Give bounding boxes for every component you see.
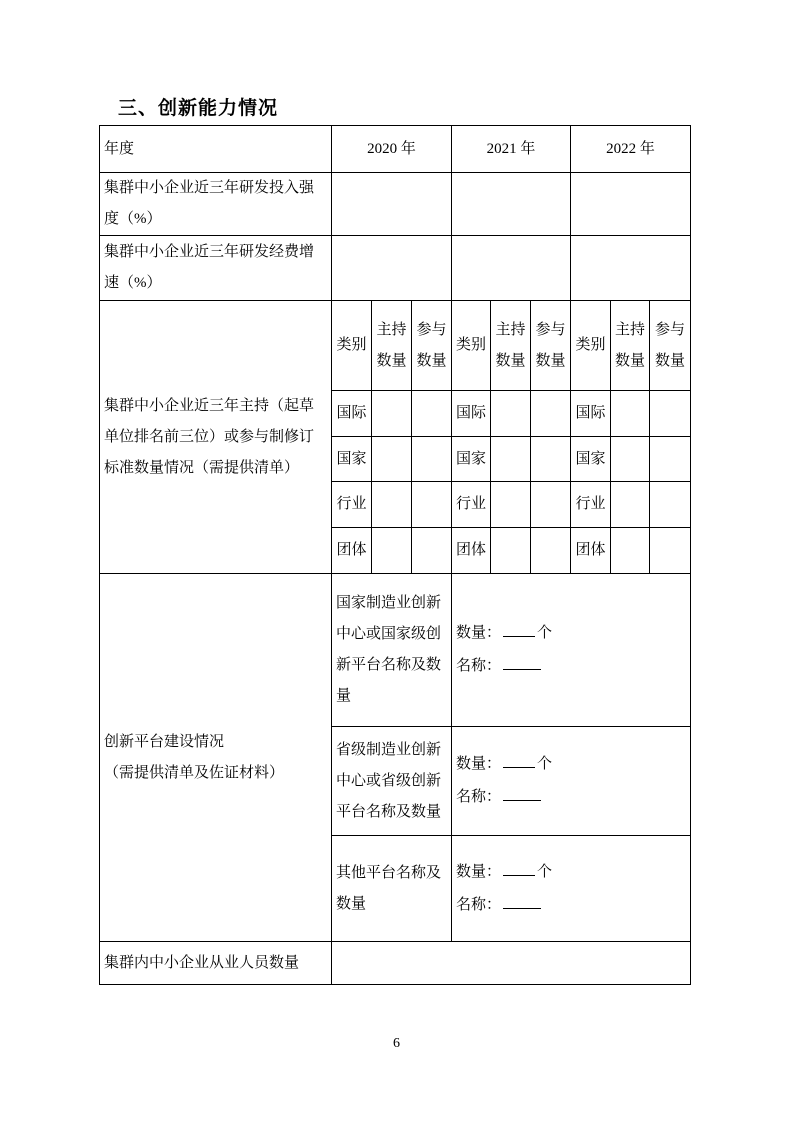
standards-subheader-category: 类别 [452, 301, 491, 391]
standards-count-cell[interactable] [611, 528, 650, 574]
standards-subheader-host: 主持数量 [491, 301, 531, 391]
rd-intensity-label: 集群中小企业近三年研发投入强度（%） [100, 173, 332, 236]
platform-label [100, 574, 332, 942]
quantity-unit: 个 [537, 863, 553, 880]
standards-category-national: 国家 [332, 437, 372, 482]
employees-label: 集群内中小企业从业人员数量 [100, 942, 332, 985]
employees-value-cell[interactable] [332, 942, 691, 985]
quantity-line [456, 856, 686, 889]
standards-count-cell[interactable] [412, 437, 452, 482]
name-label: 名称： [456, 658, 502, 674]
platform-name-national: 国家制造业创新中心或国家级创新平台名称及数量 [332, 574, 452, 727]
name-line [456, 889, 686, 922]
standards-category-industry: 行业 [452, 482, 491, 528]
section-title: 三、创新能力情况 [118, 98, 279, 119]
rd-intensity-2022-cell[interactable] [571, 173, 691, 236]
rd-growth-2020-cell[interactable] [332, 236, 452, 301]
standards-count-cell[interactable] [491, 437, 531, 482]
innovation-capability-table [99, 125, 691, 985]
standards-count-cell[interactable] [372, 482, 412, 528]
standards-category-international: 国际 [332, 391, 372, 437]
name-blank-field[interactable] [503, 785, 541, 801]
standards-count-cell[interactable] [372, 528, 412, 574]
standards-category-international: 国际 [452, 391, 491, 437]
quantity-blank-field[interactable] [503, 752, 535, 768]
quantity-line [456, 617, 686, 650]
platform-label-line2: （需提供清单及佐证材料） [104, 764, 285, 781]
standards-label: 集群中小企业近三年主持（起草单位排名前三位）或参与制修订标准数量情况（需提供清单） [100, 301, 332, 574]
standards-count-cell[interactable] [650, 482, 691, 528]
name-line [456, 781, 686, 814]
quantity-blank-field[interactable] [503, 860, 535, 876]
standards-subheader-category: 类别 [332, 301, 372, 391]
standards-category-national: 国家 [571, 437, 611, 482]
standards-category-industry: 行业 [571, 482, 611, 528]
standards-count-cell[interactable] [531, 482, 571, 528]
standards-category-national: 国家 [452, 437, 491, 482]
name-blank-field[interactable] [503, 893, 541, 909]
standards-subheader-host: 主持数量 [372, 301, 412, 391]
name-label: 名称： [456, 896, 502, 913]
platform-value-national [452, 574, 691, 727]
standards-category-group: 团体 [332, 528, 372, 574]
standards-category-international: 国际 [571, 391, 611, 437]
name-label: 名称： [456, 789, 502, 805]
standards-count-cell[interactable] [491, 528, 531, 574]
name-blank-field[interactable] [503, 654, 541, 670]
standards-subheader-participate: 参与数量 [412, 301, 452, 391]
name-line [456, 650, 686, 683]
rd-growth-label: 集群中小企业近三年研发经费增速（%） [100, 236, 332, 301]
rd-intensity-2021-cell[interactable] [452, 173, 571, 236]
year-2022-header: 2022 年 [571, 126, 691, 173]
year-2021-header: 2021 年 [452, 126, 571, 173]
standards-count-cell[interactable] [650, 391, 691, 437]
standards-subheader-participate: 参与数量 [650, 301, 691, 391]
standards-subheader-category: 类别 [571, 301, 611, 391]
quantity-label: 数量： [456, 863, 502, 880]
standards-count-cell[interactable] [531, 437, 571, 482]
platform-label-line1: 创新平台建设情况 [104, 733, 225, 750]
rd-growth-2022-cell[interactable] [571, 236, 691, 301]
platform-name-provincial: 省级制造业创新中心或省级创新平台名称及数量 [332, 727, 452, 836]
standards-category-group: 团体 [452, 528, 491, 574]
platform-name-other: 其他平台名称及数量 [332, 836, 452, 942]
standards-count-cell[interactable] [611, 482, 650, 528]
quantity-label: 数量： [456, 756, 502, 772]
standards-category-industry: 行业 [332, 482, 372, 528]
quantity-line [456, 748, 686, 781]
quantity-unit: 个 [537, 756, 553, 772]
standards-count-cell[interactable] [491, 391, 531, 437]
standards-count-cell[interactable] [531, 528, 571, 574]
standards-subheader-host: 主持数量 [611, 301, 650, 391]
standards-count-cell[interactable] [491, 482, 531, 528]
platform-value-provincial [452, 727, 691, 836]
standards-count-cell[interactable] [372, 437, 412, 482]
quantity-blank-field[interactable] [503, 621, 535, 637]
standards-count-cell[interactable] [372, 391, 412, 437]
year-2020-header: 2020 年 [332, 126, 452, 173]
standards-count-cell[interactable] [412, 528, 452, 574]
standards-count-cell[interactable] [412, 482, 452, 528]
quantity-label: 数量： [456, 625, 502, 641]
standards-count-cell[interactable] [611, 437, 650, 482]
page-number: 6 [393, 1036, 400, 1051]
rd-growth-2021-cell[interactable] [452, 236, 571, 301]
platform-value-other [452, 836, 691, 942]
standards-count-cell[interactable] [650, 437, 691, 482]
standards-count-cell[interactable] [611, 391, 650, 437]
year-row-label: 年度 [100, 126, 332, 173]
standards-category-group: 团体 [571, 528, 611, 574]
standards-count-cell[interactable] [412, 391, 452, 437]
rd-intensity-2020-cell[interactable] [332, 173, 452, 236]
standards-count-cell[interactable] [650, 528, 691, 574]
standards-count-cell[interactable] [531, 391, 571, 437]
standards-subheader-participate: 参与数量 [531, 301, 571, 391]
quantity-unit: 个 [537, 625, 553, 641]
